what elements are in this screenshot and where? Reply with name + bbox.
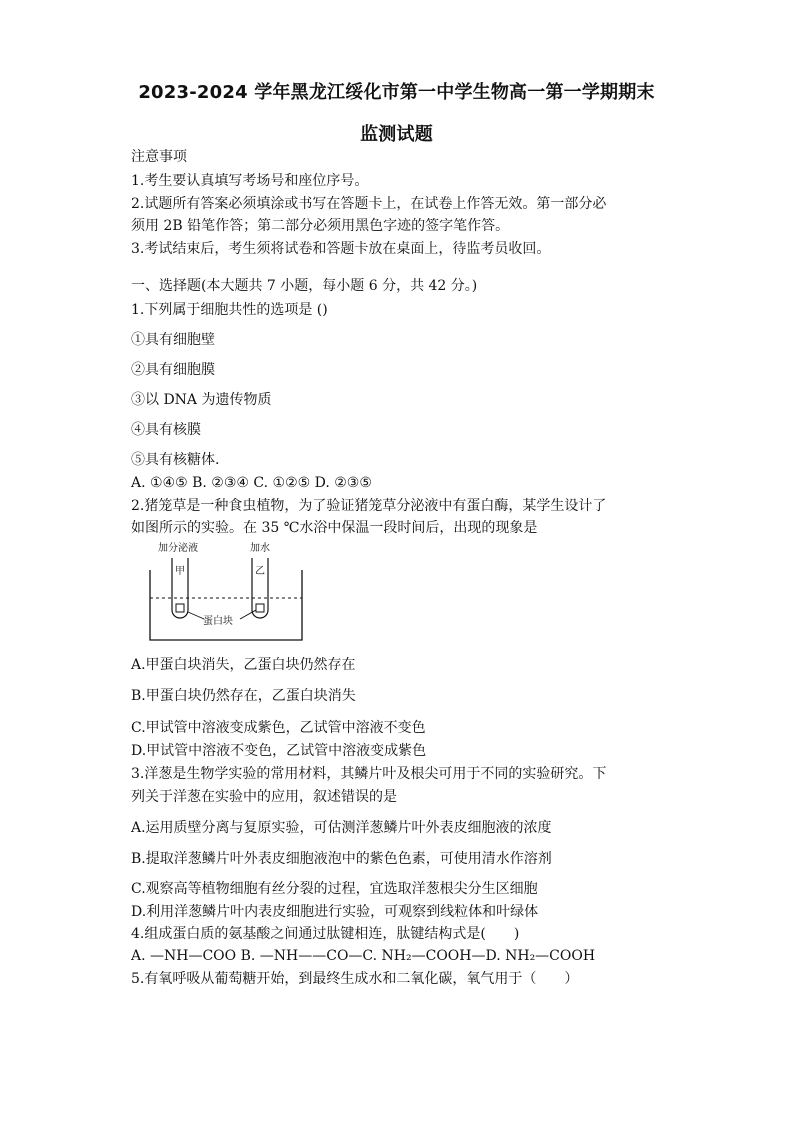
notice-item-3: 3.考试结束后，考生须将试卷和答题卡放在桌面上，待监考员收回。 bbox=[131, 241, 551, 257]
notice-item-2: 2.试题所有答案必须填涂或书写在答题卡上，在试卷上作答无效。第一部分必 bbox=[131, 196, 607, 212]
question-2-option-c: C.甲试管中溶液变成紫色，乙试管中溶液不变色 bbox=[131, 720, 426, 736]
label-add-water: 加水 bbox=[250, 543, 270, 554]
water-bath-beaker bbox=[150, 570, 302, 640]
tube-b-label: 乙 bbox=[255, 566, 265, 577]
notice-heading: 注意事项 bbox=[131, 149, 187, 165]
page-title-continued: 监测试题 bbox=[360, 124, 433, 145]
question-1-stem: 1.下列属于细胞共性的选项是 () bbox=[131, 302, 328, 318]
question-2-option-b: B.甲蛋白块仍然存在，乙蛋白块消失 bbox=[131, 688, 356, 704]
question-5-stem: 5.有氧呼吸从葡萄糖开始，到最终生成水和二氧化碳，氧气用于（ ） bbox=[131, 971, 579, 987]
notice-item-2-continued: 须用 2B 铅笔作答；第二部分必须用黑色字迹的签字笔作答。 bbox=[131, 218, 510, 234]
protein-block-b bbox=[256, 604, 264, 612]
pointer-line-a bbox=[188, 612, 204, 619]
question-3-option-b: B.提取洋葱鳞片叶外表皮细胞液泡中的紫色色素，可使用清水作溶剂 bbox=[131, 851, 552, 867]
question-1-choices: A. ①④⑤ B. ②③④ C. ①②⑤ D. ②③⑤ bbox=[131, 475, 372, 491]
question-1-statement-1: ①具有细胞壁 bbox=[131, 332, 215, 348]
page-title: 2023-2024 学年黑龙江绥化市第一中学生物高一第一学期期末 bbox=[138, 82, 655, 103]
experiment-diagram bbox=[148, 540, 308, 642]
question-3-option-c: C.观察高等植物细胞有丝分裂的过程，宜选取洋葱根尖分生区细胞 bbox=[131, 881, 538, 897]
question-1-statement-2: ②具有细胞膜 bbox=[131, 362, 215, 378]
question-4-choices: A. —NH—COO B. —NH——CO—C. NH₂—COOH—D. NH₂—COOH bbox=[131, 948, 596, 964]
question-2-option-d: D.甲试管中溶液不变色，乙试管中溶液变成紫色 bbox=[131, 743, 427, 759]
notice-item-1: 1.考生要认真填写考场号和座位序号。 bbox=[131, 173, 369, 189]
question-1-statement-5: ⑤具有核糖体. bbox=[131, 452, 220, 468]
question-3-stem: 3.洋葱是生物学实验的常用材料，其鳞片叶及根尖可用于不同的实验研究。下 bbox=[131, 766, 607, 782]
question-3-stem-continued: 列关于洋葱在实验中的应用，叙述错误的是 bbox=[131, 789, 397, 805]
question-3-option-a: A.运用质壁分离与复原实验，可估测洋葱鳞片叶外表皮细胞液的浓度 bbox=[131, 820, 552, 836]
question-2-option-a: A.甲蛋白块消失，乙蛋白块仍然存在 bbox=[131, 657, 356, 673]
question-3-option-d: D.利用洋葱鳞片叶内表皮细胞进行实验，可观察到线粒体和叶绿体 bbox=[131, 904, 539, 920]
question-2-stem: 2.猪笼草是一种食虫植物，为了验证猪笼草分泌液中有蛋白酶，某学生设计了 bbox=[131, 498, 607, 514]
question-1-statement-4: ④具有核膜 bbox=[131, 422, 201, 438]
label-add-secretion: 加分泌液 bbox=[158, 543, 198, 554]
question-1-statement-3: ③以 DNA 为遗传物质 bbox=[131, 392, 272, 408]
tube-a-label: 甲 bbox=[175, 566, 185, 577]
question-2-stem-continued: 如图所示的实验。在 35 ℃水浴中保温一段时间后，出现的现象是 bbox=[131, 520, 538, 536]
section-heading: 一、选择题(本大题共 7 小题，每小题 6 分，共 42 分。) bbox=[131, 278, 478, 294]
question-4-stem: 4.组成蛋白质的氨基酸之间通过肽键相连，肽键结构式是( ) bbox=[131, 926, 520, 942]
experiment-figure bbox=[148, 540, 308, 642]
protein-block-a bbox=[176, 604, 184, 612]
label-protein-block: 蛋白块 bbox=[203, 616, 233, 627]
